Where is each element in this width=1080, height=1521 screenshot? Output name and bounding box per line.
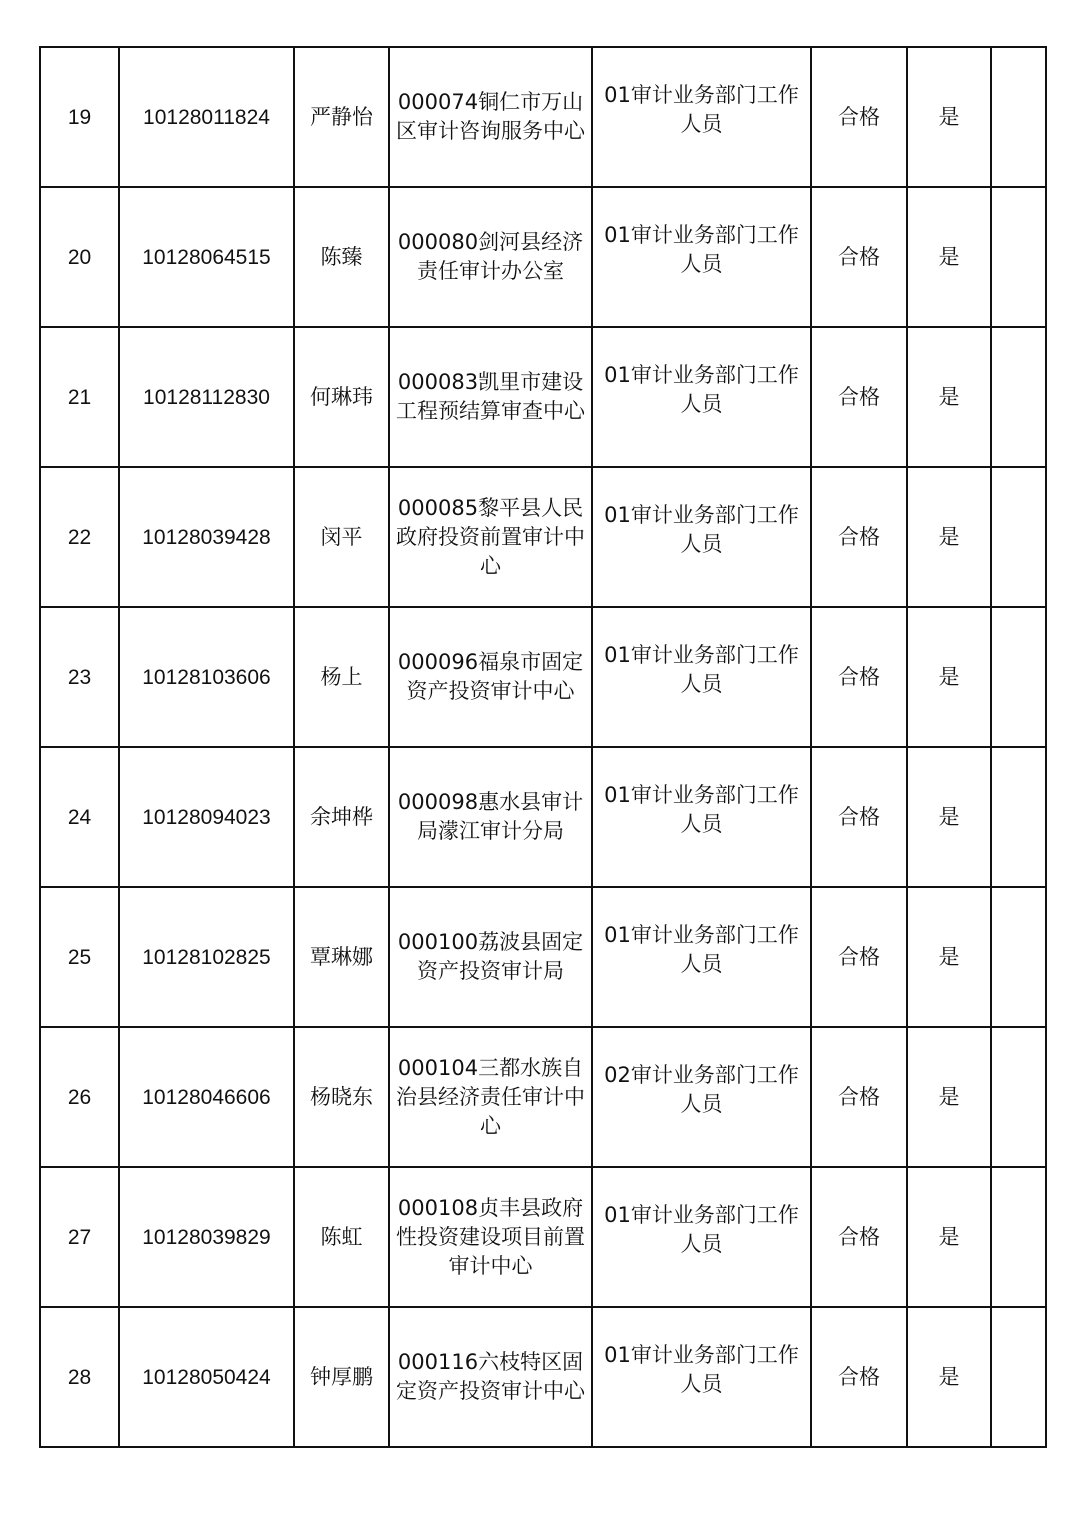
row-number: 22 (40, 467, 119, 607)
row-number: 26 (40, 1027, 119, 1167)
selected-flag: 是 (907, 187, 991, 327)
selected-flag: 是 (907, 747, 991, 887)
table-body (40, 47, 1046, 1447)
exam-id: 10128112830 (119, 327, 294, 467)
row-number: 27 (40, 1167, 119, 1307)
candidate-name: 杨上 (294, 607, 389, 747)
selected-flag: 是 (907, 1167, 991, 1307)
row-number: 23 (40, 607, 119, 747)
note (991, 1307, 1046, 1447)
position: 01审计业务部门工作人员 (592, 47, 811, 187)
result: 合格 (811, 1027, 907, 1167)
position: 01审计业务部门工作人员 (592, 607, 811, 747)
selected-flag: 是 (907, 1027, 991, 1167)
selected-flag: 是 (907, 1307, 991, 1447)
candidate-name: 陈虹 (294, 1167, 389, 1307)
recruiting-unit: 000098惠水县审计局濛江审计分局 (389, 747, 592, 887)
table-row (40, 187, 1046, 327)
result: 合格 (811, 1167, 907, 1307)
selected-flag: 是 (907, 327, 991, 467)
row-number: 28 (40, 1307, 119, 1447)
candidate-name: 杨晓东 (294, 1027, 389, 1167)
position: 01审计业务部门工作人员 (592, 187, 811, 327)
exam-id: 10128103606 (119, 607, 294, 747)
selected-flag: 是 (907, 467, 991, 607)
table-row (40, 747, 1046, 887)
exam-id: 10128102825 (119, 887, 294, 1027)
recruiting-unit: 000083凯里市建设工程预结算审查中心 (389, 327, 592, 467)
position: 01审计业务部门工作人员 (592, 467, 811, 607)
exam-id: 10128050424 (119, 1307, 294, 1447)
table-row (40, 1307, 1046, 1447)
note (991, 607, 1046, 747)
result: 合格 (811, 467, 907, 607)
position: 01审计业务部门工作人员 (592, 887, 811, 1027)
note (991, 187, 1046, 327)
table-row (40, 47, 1046, 187)
table-row (40, 327, 1046, 467)
exam-id: 10128046606 (119, 1027, 294, 1167)
row-number: 25 (40, 887, 119, 1027)
table-row (40, 1167, 1046, 1307)
exam-id: 10128039428 (119, 467, 294, 607)
table-row (40, 1027, 1046, 1167)
exam-id: 10128011824 (119, 47, 294, 187)
result: 合格 (811, 1307, 907, 1447)
table-row (40, 467, 1046, 607)
note (991, 1167, 1046, 1307)
note (991, 887, 1046, 1027)
result: 合格 (811, 187, 907, 327)
note (991, 1027, 1046, 1167)
candidate-name: 严静怡 (294, 47, 389, 187)
position: 01审计业务部门工作人员 (592, 1167, 811, 1307)
table-row (40, 887, 1046, 1027)
selected-flag: 是 (907, 607, 991, 747)
position: 01审计业务部门工作人员 (592, 747, 811, 887)
recruiting-unit: 000100荔波县固定资产投资审计局 (389, 887, 592, 1027)
recruiting-unit: 000096福泉市固定资产投资审计中心 (389, 607, 592, 747)
row-number: 24 (40, 747, 119, 887)
exam-id: 10128064515 (119, 187, 294, 327)
selected-flag: 是 (907, 887, 991, 1027)
row-number: 20 (40, 187, 119, 327)
candidate-name: 何琳玮 (294, 327, 389, 467)
exam-id: 10128039829 (119, 1167, 294, 1307)
result: 合格 (811, 607, 907, 747)
candidate-name: 覃琳娜 (294, 887, 389, 1027)
result: 合格 (811, 327, 907, 467)
note (991, 327, 1046, 467)
candidate-name: 陈臻 (294, 187, 389, 327)
row-number: 21 (40, 327, 119, 467)
result: 合格 (811, 747, 907, 887)
recruiting-unit: 000116六枝特区固定资产投资审计中心 (389, 1307, 592, 1447)
recruiting-unit: 000104三都水族自治县经济责任审计中心 (389, 1027, 592, 1167)
exam-id: 10128094023 (119, 747, 294, 887)
row-number: 19 (40, 47, 119, 187)
candidate-name: 钟厚鹏 (294, 1307, 389, 1447)
candidate-table (39, 46, 1047, 1448)
recruiting-unit: 000085黎平县人民政府投资前置审计中心 (389, 467, 592, 607)
recruiting-unit: 000074铜仁市万山区审计咨询服务中心 (389, 47, 592, 187)
note (991, 47, 1046, 187)
position: 01审计业务部门工作人员 (592, 1307, 811, 1447)
candidate-name: 闵平 (294, 467, 389, 607)
result: 合格 (811, 887, 907, 1027)
position: 01审计业务部门工作人员 (592, 327, 811, 467)
note (991, 467, 1046, 607)
selected-flag: 是 (907, 47, 991, 187)
recruiting-unit: 000080剑河县经济责任审计办公室 (389, 187, 592, 327)
table-row (40, 607, 1046, 747)
candidate-name: 余坤桦 (294, 747, 389, 887)
note (991, 747, 1046, 887)
position: 02审计业务部门工作人员 (592, 1027, 811, 1167)
result: 合格 (811, 47, 907, 187)
recruiting-unit: 000108贞丰县政府性投资建设项目前置审计中心 (389, 1167, 592, 1307)
